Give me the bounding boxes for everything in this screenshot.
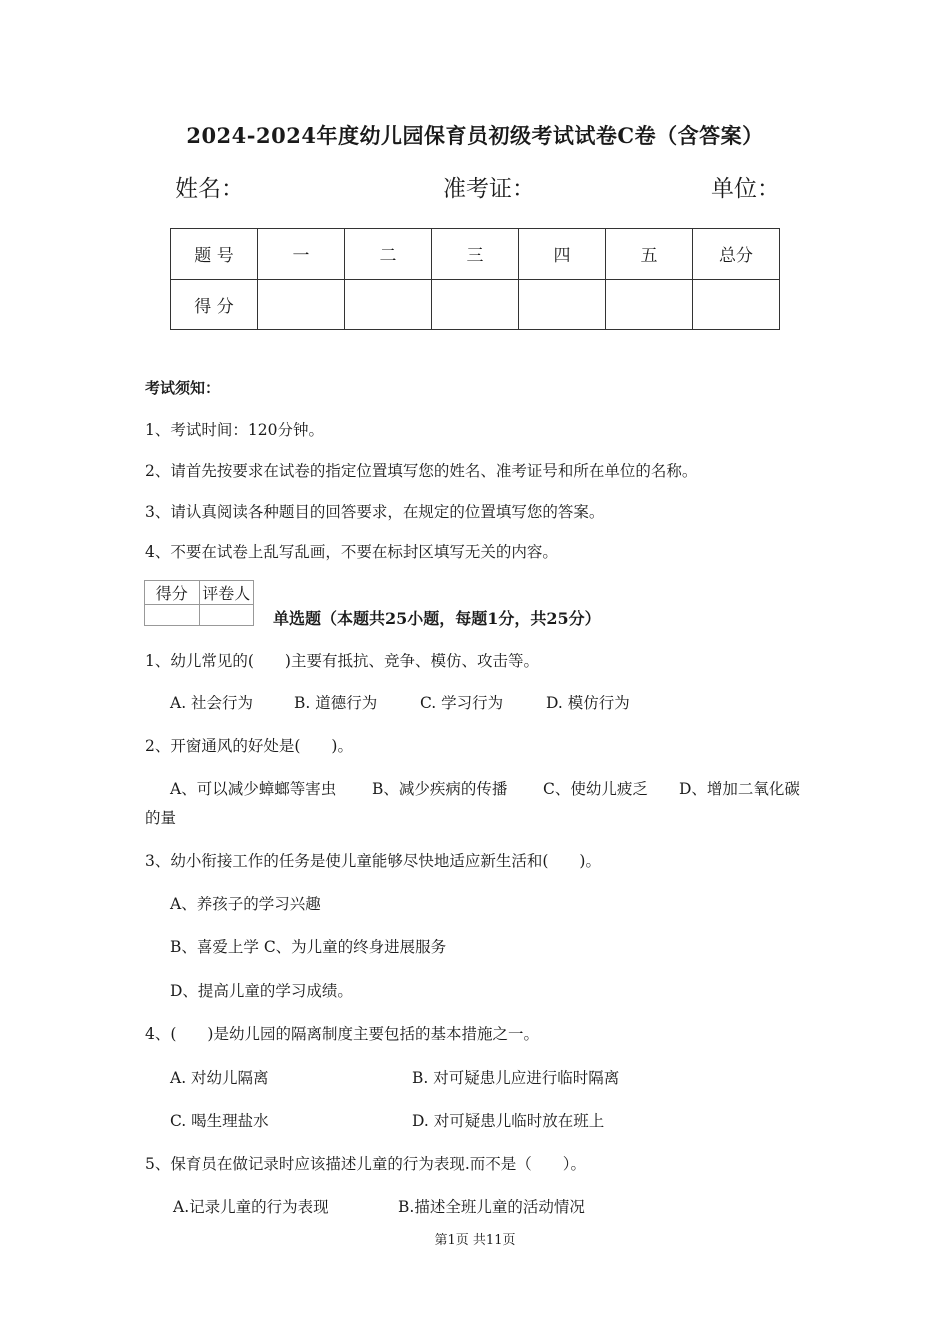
grader-table [144, 580, 254, 626]
question-option[interactable]: B. 道德行为 [294, 694, 378, 712]
question-option[interactable]: D. 对可疑患儿临时放在班上 [412, 1112, 605, 1130]
notice-item: 2、请首先按要求在试卷的指定位置填写您的姓名、准考证号和所在单位的名称。 [145, 462, 698, 480]
question-option[interactable]: D、增加二氧化碳 [679, 780, 800, 798]
score-header-cell: 三 [432, 229, 519, 280]
question-stem: 2、开窗通风的好处是( )。 [145, 737, 353, 755]
score-header-cell: 五 [606, 229, 693, 280]
grader-score-cell[interactable] [145, 605, 200, 626]
question-stem: 5、保育员在做记录时应该描述儿童的行为表现.而不是（ ）。 [145, 1155, 587, 1173]
score-header-cell: 总分 [693, 229, 780, 280]
question-option[interactable]: B. 对可疑患儿应进行临时隔离 [412, 1069, 620, 1087]
question-stem: 3、幼小衔接工作的任务是使儿童能够尽快地适应新生活和( )。 [145, 852, 601, 870]
score-cell[interactable] [258, 279, 345, 330]
question-option[interactable]: C. 喝生理盐水 [170, 1112, 269, 1130]
question-option[interactable]: D. 模仿行为 [546, 694, 630, 712]
section-title: 单选题（本题共25小题，每题1分，共25分） [273, 609, 601, 628]
question-option[interactable]: C. 学习行为 [420, 694, 504, 712]
question-stem: 1、幼儿常见的( )主要有抵抗、竞争、模仿、攻击等。 [145, 652, 539, 670]
score-row-label: 得 分 [171, 279, 258, 330]
notice-item: 4、不要在试卷上乱写乱画，不要在标封区填写无关的内容。 [145, 543, 558, 561]
question-option[interactable]: A. 社会行为 [170, 694, 254, 712]
question-option[interactable]: B、喜爱上学 C、为儿童的终身进展服务 [170, 938, 447, 956]
question-stem: 4、( )是幼儿园的隔离制度主要包括的基本措施之一。 [145, 1025, 539, 1043]
score-header-cell: 四 [519, 229, 606, 280]
question-option[interactable]: A.记录儿童的行为表现 [173, 1198, 329, 1216]
question-option[interactable]: A、养孩子的学习兴趣 [170, 895, 321, 913]
name-label: 姓名： [175, 176, 244, 202]
page-footer: 第1页 共11页 [434, 1233, 516, 1248]
score-cell[interactable] [606, 279, 693, 330]
score-table-header-row [171, 229, 780, 280]
score-table-score-row [171, 279, 780, 330]
score-cell[interactable] [519, 279, 606, 330]
notice-item: 3、请认真阅读各种题目的回答要求，在规定的位置填写您的答案。 [145, 503, 605, 521]
unit-label: 单位： [711, 176, 780, 202]
notice-title: 考试须知： [145, 379, 221, 397]
score-table [170, 228, 780, 330]
notice-item: 1、考试时间：120分钟。 [145, 421, 324, 439]
exam-id-label: 准考证： [443, 176, 535, 202]
page-title: 2024-2024年度幼儿园保育员初级考试试卷C卷（含答案） [186, 123, 764, 148]
grader-reviewer-label: 评卷人 [199, 581, 254, 605]
grader-reviewer-cell[interactable] [199, 605, 254, 626]
score-header-cell: 题 号 [171, 229, 258, 280]
question-option[interactable]: A. 对幼儿隔离 [170, 1069, 269, 1087]
grader-score-label: 得分 [145, 581, 200, 605]
score-cell[interactable] [693, 279, 780, 330]
question-option[interactable]: B.描述全班儿童的活动情况 [398, 1198, 585, 1216]
score-cell[interactable] [345, 279, 432, 330]
score-header-cell: 二 [345, 229, 432, 280]
score-header-cell: 一 [258, 229, 345, 280]
question-option[interactable]: B、减少疾病的传播 [372, 780, 508, 798]
question-option-continuation: 的量 [145, 809, 177, 827]
score-cell[interactable] [432, 279, 519, 330]
question-option[interactable]: C、使幼儿疲乏 [543, 780, 648, 798]
question-option[interactable]: D、提高儿童的学习成绩。 [170, 982, 353, 1000]
question-option[interactable]: A、可以减少蟑螂等害虫 [170, 780, 337, 798]
